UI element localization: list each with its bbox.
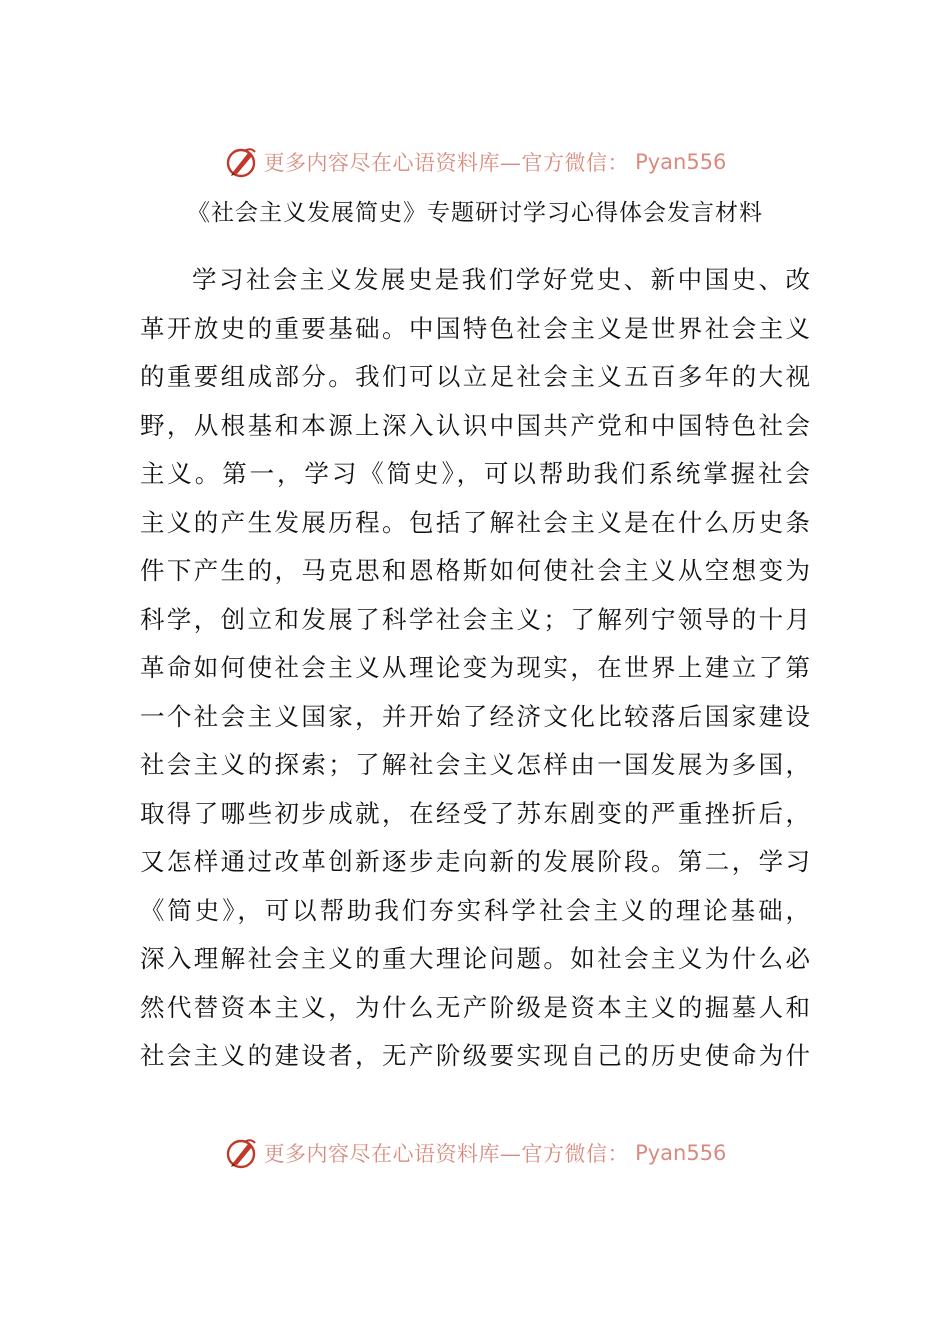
body-line: 社会主义的探索；了解社会主义怎样由一国发展为多国， [140,750,810,779]
header-wechat-id: Pyan556 [635,150,727,174]
pen-nib-logo-icon [224,1136,258,1170]
body-line: 的重要组成部分。我们可以立足社会主义五百多年的大视 [140,362,810,391]
body-line: 主义。第一，学习《简史》，可以帮助我们系统掌握社会 [140,459,810,488]
body-line: 革开放史的重要基础。中国特色社会主义是世界社会主义 [140,313,810,343]
document-title: 《社会主义发展简史》专题研讨学习心得体会发言材料 [187,200,763,226]
header-banner [0,142,950,182]
body-line: 《简史》，可以帮助我们夯实科学社会主义的理论基础， [140,895,810,925]
footer-banner [0,1133,950,1173]
pen-nib-logo-icon [224,145,258,179]
body-line: 社会主义的建设者，无产阶级要实现自己的历史使命为什 [140,1041,810,1070]
header-banner-text: 更多内容尽在心语资料库—官方微信： [263,151,630,175]
body-line: 革命如何使社会主义从理论变为现实，在世界上建立了第 [140,653,810,682]
body-line: 又怎样通过改革创新逐步走向新的发展阶段。第二，学习 [140,847,810,876]
body-line: 取得了哪些初步成就，在经受了苏东剧变的严重挫折后， [140,798,810,828]
body-line: 深入理解社会主义的重大理论问题。如社会主义为什么必 [140,944,810,973]
body-line: 学习社会主义发展史是我们学好党史、新中国史、改 [192,265,810,294]
document-body [140,256,810,1081]
footer-wechat-id: Pyan556 [635,1141,727,1165]
body-line: 件下产生的，马克思和恩格斯如何使社会主义从空想变为 [140,556,810,585]
footer-banner-text: 更多内容尽在心语资料库—官方微信： [263,1142,630,1166]
body-line: 一个社会主义国家，并开始了经济文化比较落后国家建设 [140,701,810,731]
body-line: 野，从根基和本源上深入认识中国共产党和中国特色社会 [140,410,810,440]
body-line: 然代替资本主义，为什么无产阶级是资本主义的掘墓人和 [140,992,810,1022]
body-line: 主义的产生发展历程。包括了解社会主义是在什么历史条 [140,507,810,537]
body-line: 科学，创立和发展了科学社会主义；了解列宁领导的十月 [140,604,810,634]
